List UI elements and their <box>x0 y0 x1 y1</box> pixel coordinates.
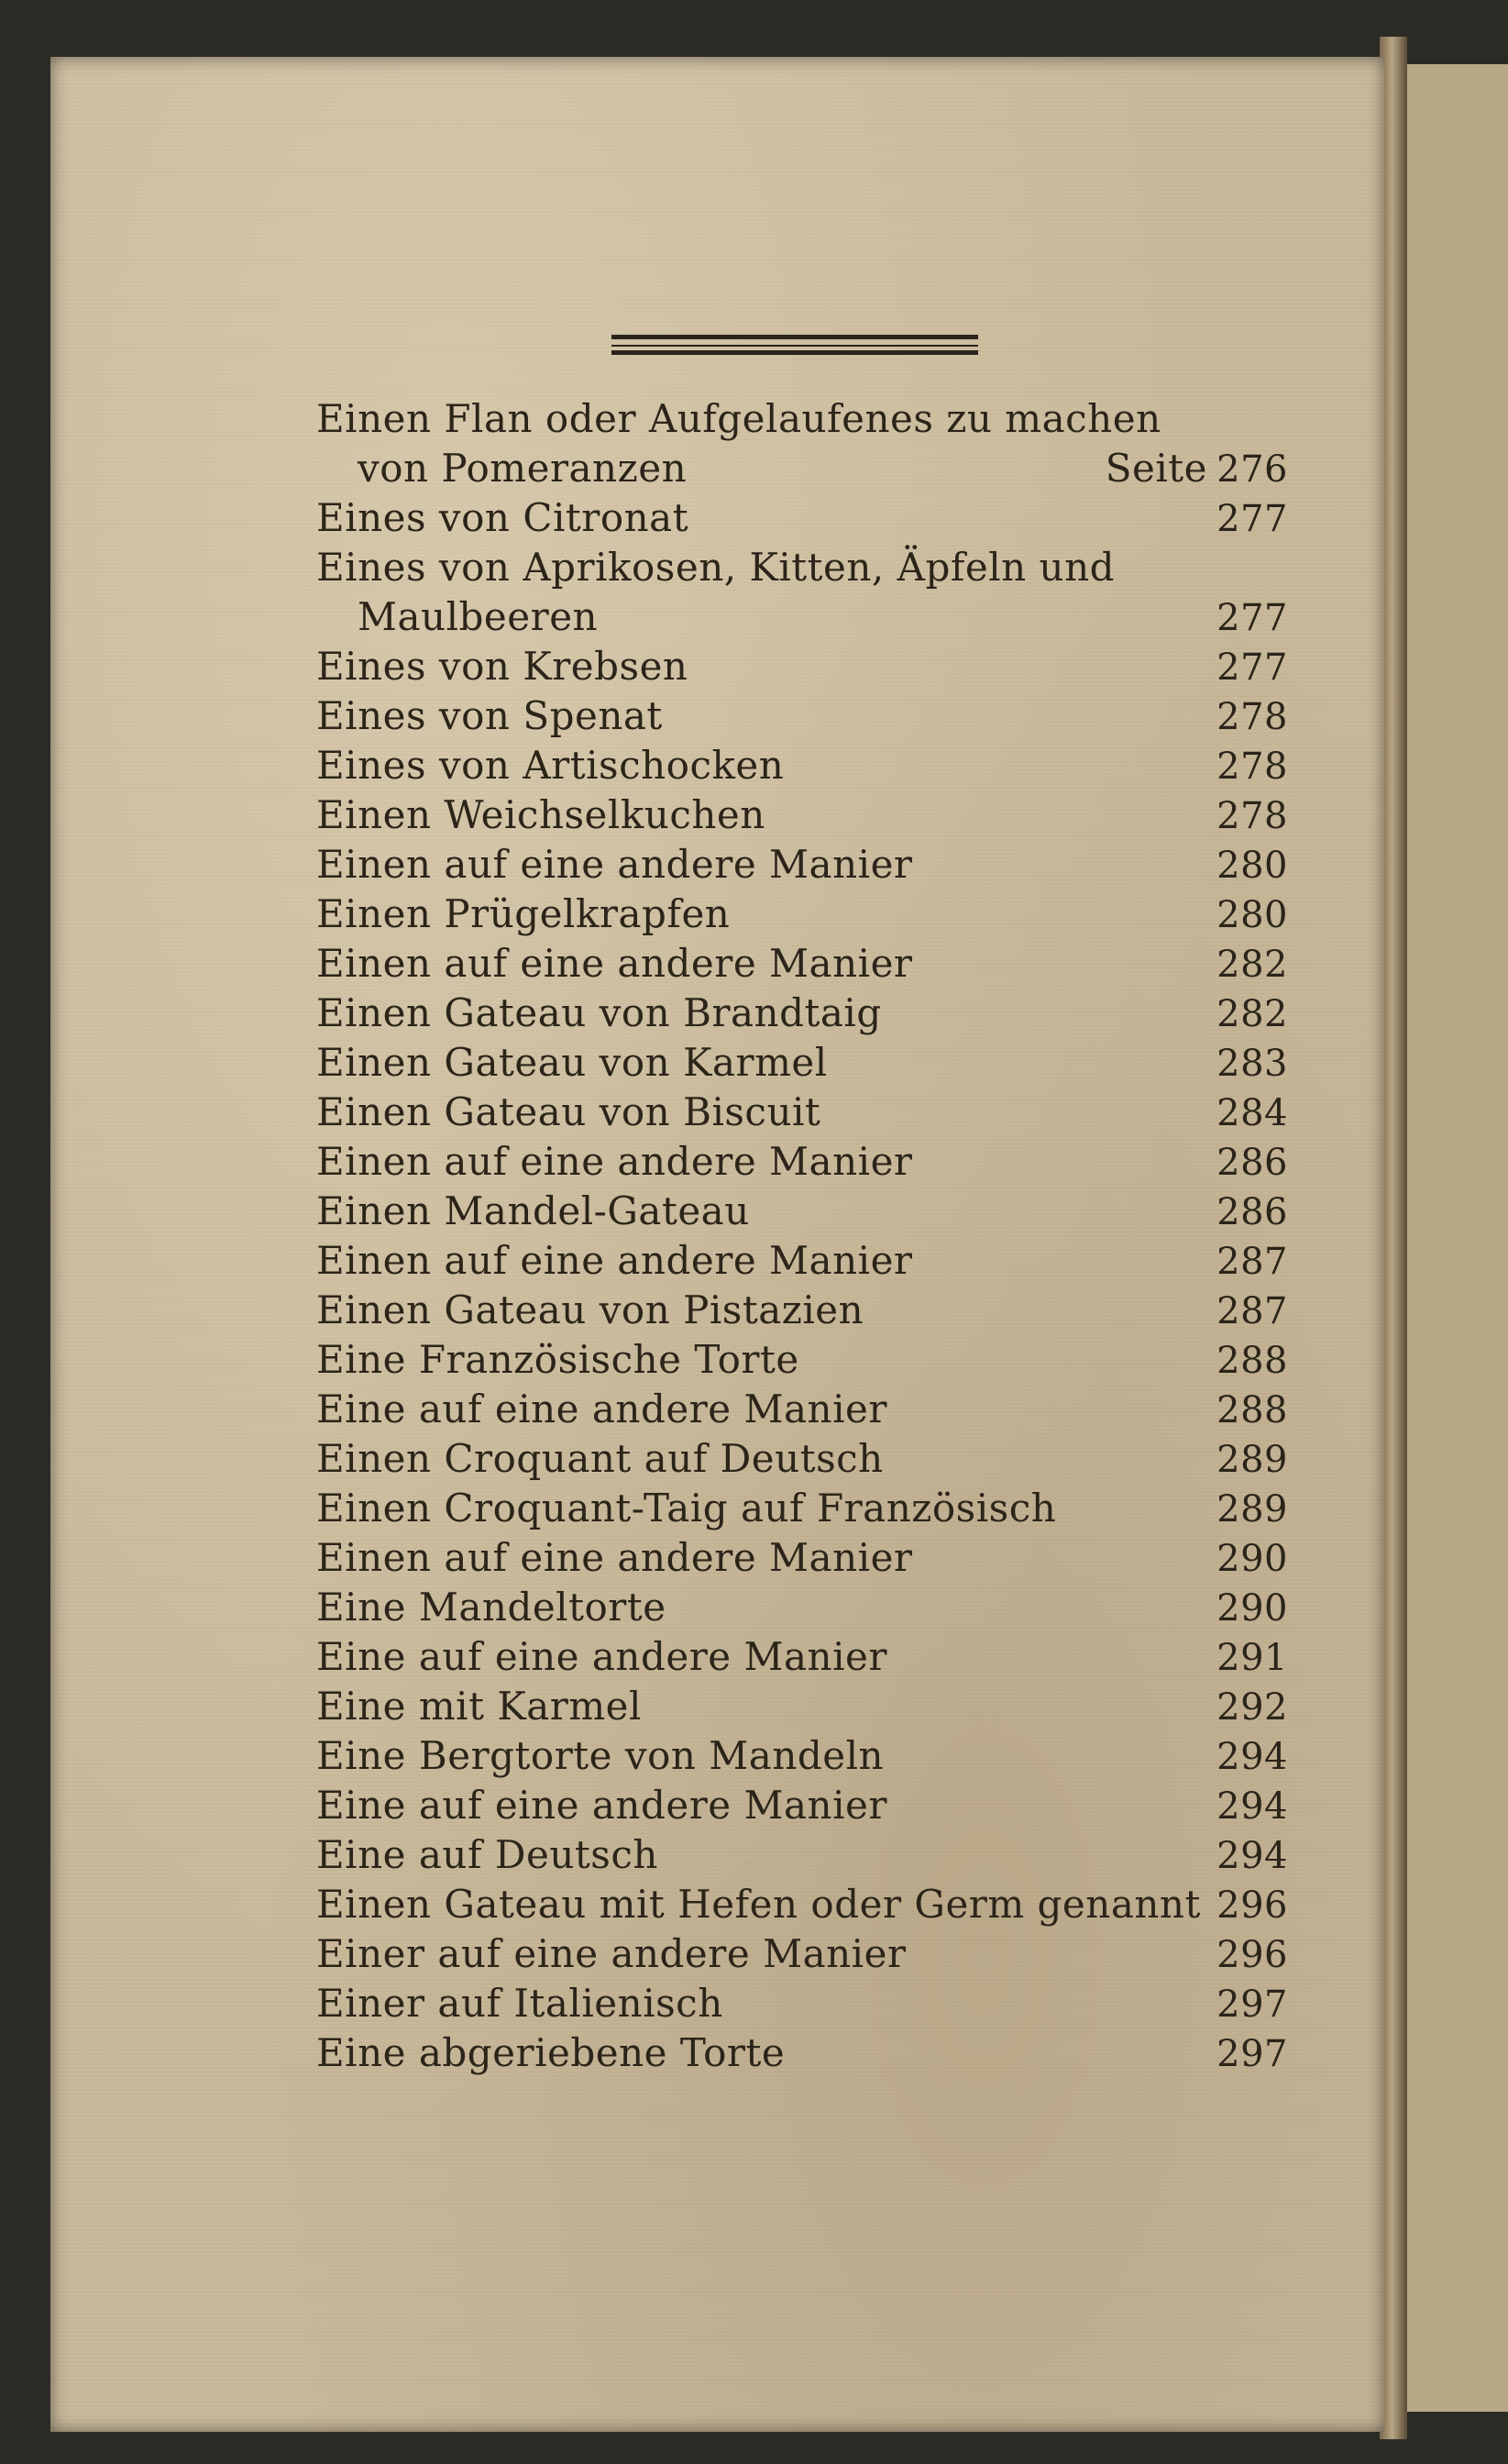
toc-entry-title: Eine auf eine andere Manier <box>316 1387 887 1431</box>
toc-entry <box>316 939 1288 989</box>
decorative-double-rule <box>611 335 978 355</box>
toc-entry <box>316 1236 1288 1286</box>
toc-entry-title: Eine abgeriebene Torte <box>316 2030 786 2075</box>
toc-entry-right <box>1215 1930 1288 1980</box>
toc-entry <box>316 691 1288 741</box>
toc-entry-right <box>1106 444 1288 494</box>
toc-entry <box>316 889 1288 939</box>
seite-label: Seite <box>1105 446 1207 491</box>
toc-entry-right <box>1215 1386 1288 1435</box>
toc-entry-title: Eine Bergtorte von Mandeln <box>316 1733 885 1778</box>
toc-entry-right <box>1215 890 1288 940</box>
toc-entry <box>316 1038 1288 1088</box>
toc-entry-right <box>1215 1039 1288 1088</box>
toc-entry-title: Einen auf eine andere Manier <box>316 1535 913 1580</box>
toc-entry-title: Einen Croquant auf Deutsch <box>316 1436 884 1481</box>
toc-entry-title: Eines von Krebsen <box>316 644 688 689</box>
toc-entry-title: Einen Gateau mit Hefen oder Germ genannt <box>316 1882 1201 1927</box>
toc-entry-right <box>1215 940 1288 989</box>
toc-entry-right <box>1215 1831 1288 1881</box>
toc-entry-title: Einer auf Italienisch <box>316 1981 723 2026</box>
page-number: 288 <box>1216 1340 1288 1382</box>
toc-entry <box>316 1484 1288 1533</box>
page-number: 296 <box>1216 1934 1288 1976</box>
page-number: 280 <box>1216 845 1288 887</box>
toc-entry <box>316 840 1288 889</box>
page-number: 294 <box>1216 1835 1288 1877</box>
toc-entry <box>316 1088 1288 1137</box>
page-number: 286 <box>1216 1191 1288 1233</box>
toc-entry-right <box>1215 989 1288 1039</box>
page-number: 292 <box>1216 1686 1288 1729</box>
toc-entry <box>316 1830 1288 1880</box>
toc-entry <box>316 493 1288 543</box>
toc-entry-title: Eine auf Deutsch <box>316 1832 658 1877</box>
toc-entry-right <box>1215 494 1288 544</box>
page-number: 296 <box>1216 1884 1288 1927</box>
toc-entry-title: Einen Gateau von Karmel <box>316 1040 828 1085</box>
page-number: 289 <box>1216 1439 1288 1481</box>
toc-entry <box>316 1286 1288 1335</box>
page-number: 297 <box>1216 1983 1288 2026</box>
toc-entry-title: Einen Prügelkrapfen <box>316 891 731 936</box>
page-number: 277 <box>1216 646 1288 689</box>
page-number: 294 <box>1216 1736 1288 1778</box>
toc-entry-title: Einen Gateau von Brandtaig <box>316 990 882 1035</box>
toc-entry <box>316 1682 1288 1731</box>
toc-entry <box>316 989 1288 1038</box>
toc-entry-right <box>1215 742 1288 791</box>
toc-entry-title: Einer auf eine andere Manier <box>316 1931 907 1976</box>
toc-entry-title: Eine Mandeltorte <box>316 1585 666 1630</box>
toc-entry <box>316 1731 1288 1781</box>
toc-entry <box>316 1979 1288 2028</box>
toc-entry-title: Eines von Aprikosen, Kitten, Äpfeln und <box>316 545 1116 590</box>
page-number: 282 <box>1216 944 1288 986</box>
toc-entry-right <box>1215 1435 1288 1485</box>
toc-entry-title: Einen auf eine andere Manier <box>316 1238 913 1283</box>
toc-entry-title: Einen auf eine andere Manier <box>316 1139 913 1184</box>
page-number: 287 <box>1216 1290 1288 1332</box>
toc-entry-right <box>1215 1088 1288 1138</box>
toc-entry <box>316 394 1288 444</box>
toc-entry <box>316 642 1288 691</box>
page-number: 287 <box>1216 1241 1288 1283</box>
page-number: 282 <box>1216 993 1288 1035</box>
toc-entry-right <box>1215 1980 1288 2029</box>
toc-entry-title: Einen auf eine andere Manier <box>316 941 913 986</box>
toc-entry <box>316 1929 1288 1979</box>
toc-entry-right <box>1215 1287 1288 1336</box>
toc-entry <box>316 2028 1288 2078</box>
toc-entry <box>316 444 1288 493</box>
toc-entry-title: Eine mit Karmel <box>316 1684 642 1729</box>
toc-entry <box>316 1335 1288 1385</box>
page-number: 290 <box>1216 1538 1288 1580</box>
table-of-contents <box>316 394 1288 2078</box>
toc-entry-title: Einen Gateau von Pistazien <box>316 1287 864 1332</box>
toc-entry-title: Eines von Spenat <box>316 693 663 738</box>
page-number: 291 <box>1216 1637 1288 1679</box>
page-number: 289 <box>1216 1488 1288 1530</box>
toc-entry <box>316 741 1288 790</box>
toc-entry <box>316 1434 1288 1484</box>
toc-entry <box>316 1880 1288 1929</box>
page-number: 284 <box>1216 1092 1288 1134</box>
toc-entry <box>316 1583 1288 1632</box>
toc-entry <box>316 1632 1288 1682</box>
toc-entry <box>316 1137 1288 1187</box>
toc-entry-right <box>1215 1188 1288 1237</box>
toc-entry-title: Eines von Artischocken <box>316 743 785 788</box>
toc-entry-title: Einen auf eine andere Manier <box>316 842 913 887</box>
page-number: 297 <box>1216 2033 1288 2075</box>
toc-entry-title: Eines von Citronat <box>316 495 689 540</box>
toc-entry-right <box>1215 692 1288 742</box>
toc-entry-right <box>1215 593 1288 643</box>
page-number: 276 <box>1216 448 1288 491</box>
toc-entry <box>316 1781 1288 1830</box>
page-number: 294 <box>1216 1785 1288 1828</box>
toc-entry-title: Eine auf eine andere Manier <box>316 1634 887 1679</box>
toc-entry-title: von Pomeranzen <box>358 446 688 491</box>
toc-entry-right <box>1215 1683 1288 1732</box>
toc-entry-right <box>1215 1782 1288 1831</box>
page-number: 286 <box>1216 1142 1288 1184</box>
page-number: 283 <box>1216 1043 1288 1085</box>
page-number: 277 <box>1216 498 1288 540</box>
page-number: 278 <box>1216 795 1288 837</box>
page-number: 288 <box>1216 1389 1288 1431</box>
toc-entry-right <box>1215 2029 1288 2079</box>
toc-entry-title: Einen Mandel-Gateau <box>316 1188 750 1233</box>
toc-entry-right <box>1215 1732 1288 1782</box>
toc-entry <box>316 543 1288 592</box>
page-number: 290 <box>1216 1587 1288 1630</box>
toc-entry-right <box>1215 1881 1288 1930</box>
toc-entry-title: Einen Flan oder Aufgelaufenes zu machen <box>316 396 1161 441</box>
toc-entry <box>316 1385 1288 1434</box>
toc-entry-right <box>1215 1138 1288 1188</box>
toc-entry <box>316 592 1288 642</box>
toc-entry-right <box>1215 1633 1288 1683</box>
page-number: 277 <box>1216 597 1288 639</box>
page-number: 278 <box>1216 696 1288 738</box>
toc-entry <box>316 1187 1288 1236</box>
toc-entry-title: Eine auf eine andere Manier <box>316 1783 887 1828</box>
adjacent-page-edge <box>1407 64 1508 2412</box>
toc-entry-right <box>1215 1534 1288 1584</box>
page-number: 280 <box>1216 894 1288 936</box>
toc-entry-title: Einen Gateau von Biscuit <box>316 1089 821 1134</box>
toc-entry-right <box>1215 643 1288 692</box>
page-number: 278 <box>1216 746 1288 788</box>
toc-entry-right <box>1215 841 1288 890</box>
toc-entry-right <box>1215 1584 1288 1633</box>
toc-entry-right <box>1215 1237 1288 1287</box>
toc-entry-title: Eine Französische Torte <box>316 1337 799 1382</box>
toc-entry-right <box>1215 1336 1288 1386</box>
toc-entry-right <box>1215 791 1288 841</box>
toc-entry-right <box>1215 1485 1288 1534</box>
toc-entry <box>316 1533 1288 1583</box>
toc-entry-title: Einen Croquant-Taig auf Französisch <box>316 1486 1057 1530</box>
toc-entry <box>316 790 1288 840</box>
toc-entry-title: Einen Weichselkuchen <box>316 792 765 837</box>
toc-entry-title: Maulbeeren <box>358 594 599 639</box>
